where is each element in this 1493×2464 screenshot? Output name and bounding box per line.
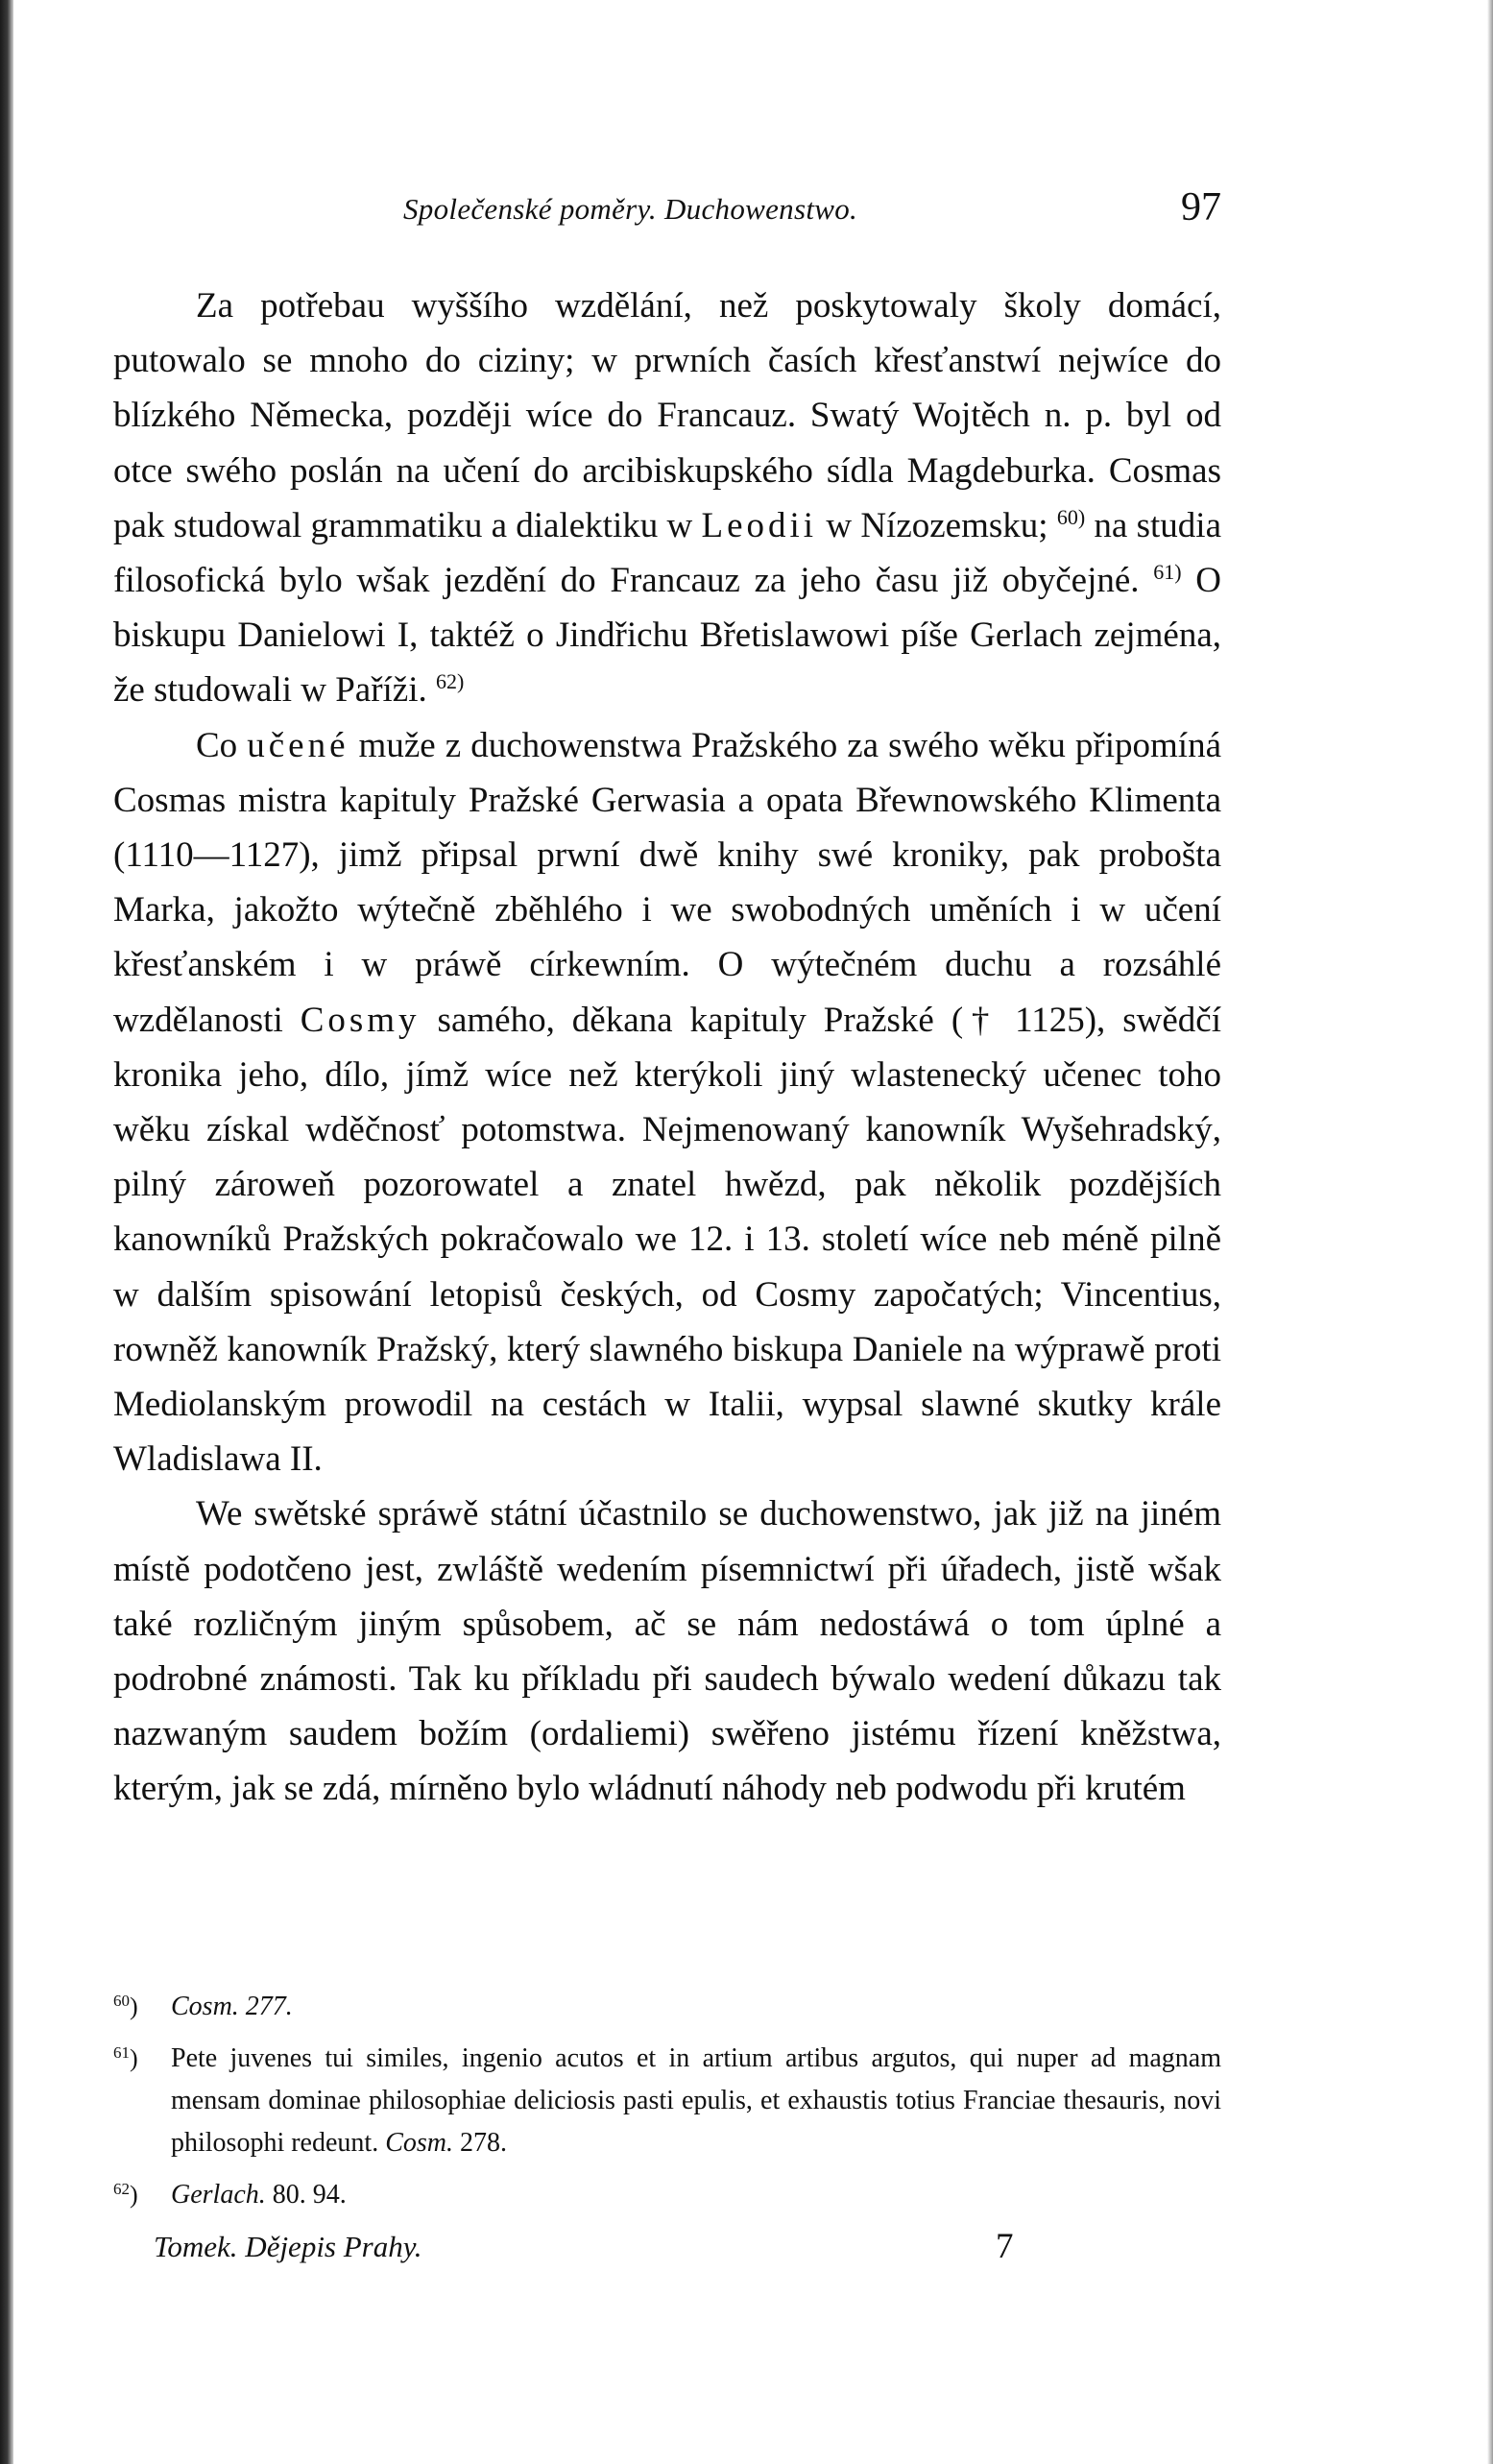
paragraph-2-text-c: samého, děkana kapituly Pražské († 1125), swědčí kronika jeho, dílo, jímž wíce než kterýkoli jiný wlastenecký učenec toho wěku získal wděčnosť potomstwa. Nejmenowaný kanowník Wyšehradský, pilný zároweň pozorowatel a znatel hwězd, pak několik pozdějších kanowníků Pražských pokračowalo we 12. i 13. století wíce neb méně pilně w dalším spisowání letopisů českých, od Cosmy započatých; Vincentius, rowněž kanowník Pražský, který slawného biskupa Daniele na wýprawě proti Mediolanským prowodil na cestách w Italii, wypsal slawné skutky krále Wladislawa II. <box>113 1000 1221 1480</box>
footnote-number: 62 <box>113 2180 130 2198</box>
footnote-text: Cosm. 277. <box>171 1992 293 2021</box>
footnote-text: Pete juvenes tui similes, ingenio acutos et in artium artibus argutos, qui nuper ad magnam mensam dominae philosophiae deliciosis pasti epulis, et exhaustis totius Franciae thesauris, novi philosophi redeunt. <box>171 2043 1221 2158</box>
spaced-word-cosmy: Cosmy <box>300 1000 421 1040</box>
footnote-ref-61: 61) <box>1153 560 1182 585</box>
body-text <box>113 278 1221 1817</box>
footer-title: Tomek. Dějepis Prahy. <box>154 2230 422 2263</box>
footnote-mark: $^{61}$) <box>113 2043 138 2072</box>
footnote-number: 60 <box>113 1992 130 2010</box>
footnote-mark: $^{62}$) <box>113 2180 138 2209</box>
signature-mark: 7 <box>996 2227 1014 2266</box>
footnote-source: Gerlach. <box>171 2180 266 2210</box>
footnote-ref-62: 62) <box>436 669 465 694</box>
scan-right-edge <box>1487 0 1493 2464</box>
paragraph-1 <box>113 278 1221 718</box>
running-title: Společenské poměry. Duchowenstwo. <box>403 192 858 226</box>
footnote-mark: $^{60}$) <box>113 1992 138 2020</box>
paragraph-1-text-a: Za potřebau wyššího wzdělání, než poskytowaly školy domácí, putowalo se mnoho do ciziny; w prwních časích křesťanstwí nejwíce do blízkého Německa, později wíce do Francauz. Swatý Wojtěch n. p. byl od otce swého poslán na učení do arcibiskupského sídla Magdeburka. Cosmas pak studowal grammatiku a dialektiku w <box>113 286 1221 545</box>
scan-binding-edge <box>0 0 13 2464</box>
footnote-source: Cosm. <box>385 2128 453 2158</box>
footnote-60 <box>113 1986 1221 2028</box>
page-footer <box>154 2227 1018 2278</box>
running-head <box>115 182 1221 240</box>
paragraph-3: We swětské spráwě státní účastnilo se duchowenstwo, jak již na jiném místě podotčeno jest, zwláště wedením písemnictwí při úřadech, jistě wšak také rozličným jiným spůsobem, ač se nám nedostáwá o tom úplné a podrobné známosti. Tak ku příkladu při saudech býwalo wedení důkazu tak nazwaným saudem božím (ordaliemi) swěřeno jistému řízení kněžstwa, kterým, jak se zdá, mírněno bylo wládnutí náhody neb podwodu při krutém <box>113 1494 1221 1809</box>
footnote-61 <box>113 2038 1221 2164</box>
spaced-word-ucene: učené <box>247 725 349 765</box>
footnote-page: 278. <box>453 2128 507 2158</box>
paragraph-2-text-a: Co <box>196 725 248 765</box>
footnote-ref-60: 60) <box>1056 504 1086 529</box>
paragraph-1-text-b: w Nízozemsku; <box>817 505 1048 545</box>
paragraph-2 <box>113 718 1221 1487</box>
paragraph-1-text-d: O biskupu Danielowi I, taktéž o Jindřichu Břetislawowi píše Gerlach zejména, že studowali w Paříži. <box>113 561 1221 711</box>
page-number: 97 <box>1181 185 1221 229</box>
footnotes <box>113 1986 1221 2226</box>
spaced-word-leodii: Leodii <box>701 505 818 545</box>
paragraph-1-text-c: na studia filosofická bylo wšak jezdění do Francauz za jeho času již obyčejné. <box>113 505 1222 601</box>
footnote-page: 80. 94. <box>265 2180 347 2210</box>
paragraph-2-text-b: muže z duchowenstwa Pražského za swého wěku připomíná Cosmas mistra kapituly Pražské Gerwasia a opata Břewnowského Klimenta (1110—1127), jimž připsal prwní dwě knihy swé kroniky, pak probošta Marka, jakožto wýtečně zběhlého i we swobodných uměních i w učení křesťanském i w práwě církewním. O wýtečném duchu a rozsáhlé wzdělanosti <box>113 725 1221 1040</box>
footnote-number: 61 <box>113 2043 130 2062</box>
footnote-62 <box>113 2174 1221 2216</box>
